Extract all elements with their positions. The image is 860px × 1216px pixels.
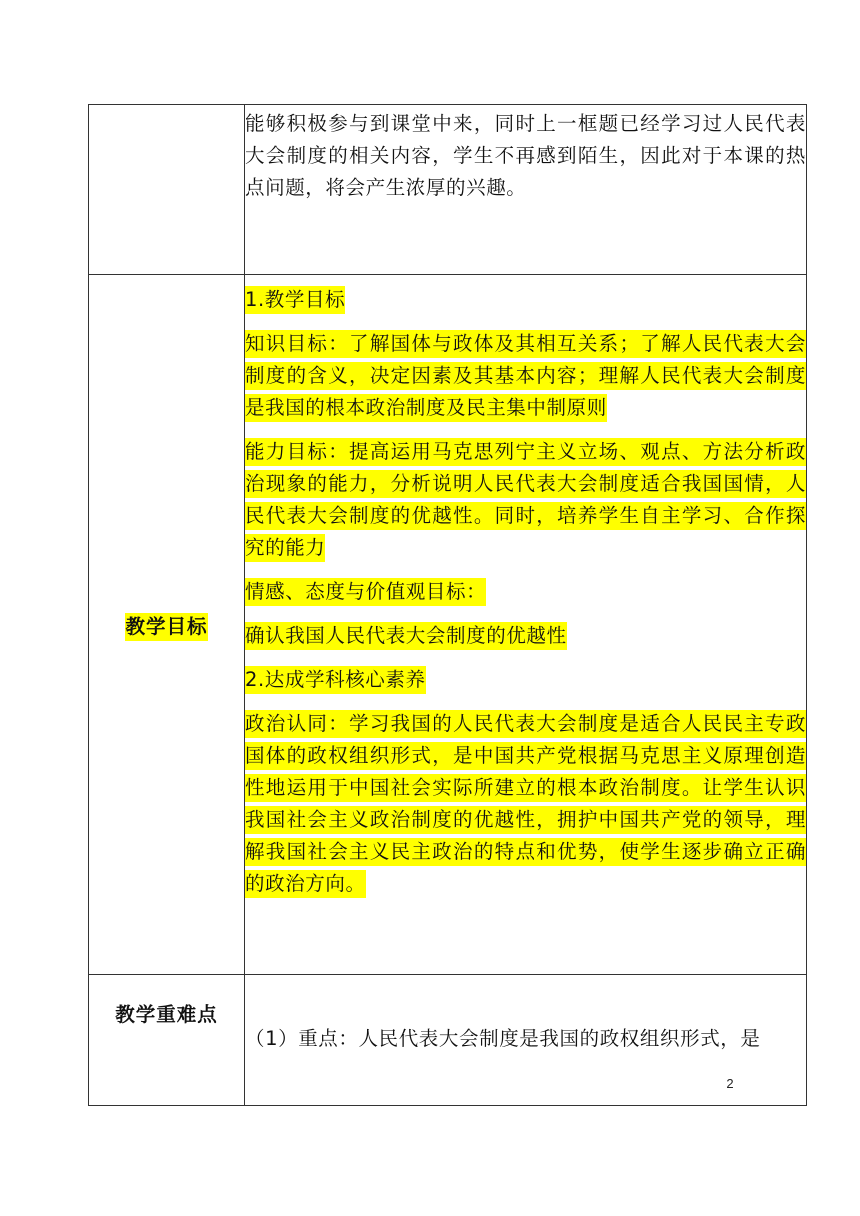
knowledge-objective: 知识目标：了解国体与政体及其相互关系；了解人民代表大会制度的含义，决定因素及其基本内容；理解人民代表大会制度是我国的根本政治制度及民主集中制原则 bbox=[245, 330, 806, 422]
political-identity-objective: 政治认同：学习我国的人民代表大会制度是适合人民民主专政国体的政权组织形式，是中国共产党根据马克思主义原理创造性地运用于中国社会实际所建立的根本政治制度。让学生认识我国社会主义政治制度的优越性，拥护中国共产党的领导，理解我国社会主义民主政治的特点和优势，使学生逐步确立正确的政治方向。 bbox=[245, 710, 806, 898]
key-point-item: （1）重点：人民代表大会制度是我国的政权组织形式，是 bbox=[245, 1027, 761, 1050]
table-row bbox=[89, 975, 807, 1106]
key-points-label: 教学重难点 bbox=[115, 1003, 218, 1026]
key-points-label-cell bbox=[89, 975, 245, 1106]
emotion-objective: 确认我国人民代表大会制度的优越性 bbox=[245, 622, 567, 650]
emotion-objective-heading: 情感、态度与价值观目标： bbox=[245, 578, 486, 606]
objectives-label: 教学目标 bbox=[125, 613, 207, 641]
ability-objective: 能力目标：提高运用马克思列宁主义立场、观点、方法分析政治现象的能力，分析说明人民代表大会制度适合我国国情，人民代表大会制度的优越性。同时，培养学生自主学习、合作探究的能力 bbox=[245, 438, 806, 562]
table-row bbox=[89, 105, 807, 275]
intro-paragraph: 能够积极参与到课堂中来，同时上一框题已经学习过人民代表大会制度的相关内容，学生不再感到陌生，因此对于本课的热点问题，将会产生浓厚的兴趣。 bbox=[245, 112, 806, 199]
empty-label-cell bbox=[89, 105, 245, 275]
objectives-heading-1: 1.教学目标 bbox=[245, 286, 345, 314]
page-number: 2 bbox=[726, 1076, 734, 1091]
table-row bbox=[89, 275, 807, 975]
objectives-content-cell bbox=[245, 275, 807, 975]
intro-content-cell bbox=[245, 105, 807, 275]
objectives-label-cell bbox=[89, 275, 245, 975]
objectives-heading-2: 2.达成学科核心素养 bbox=[245, 666, 426, 694]
lesson-plan-table bbox=[88, 104, 807, 1106]
